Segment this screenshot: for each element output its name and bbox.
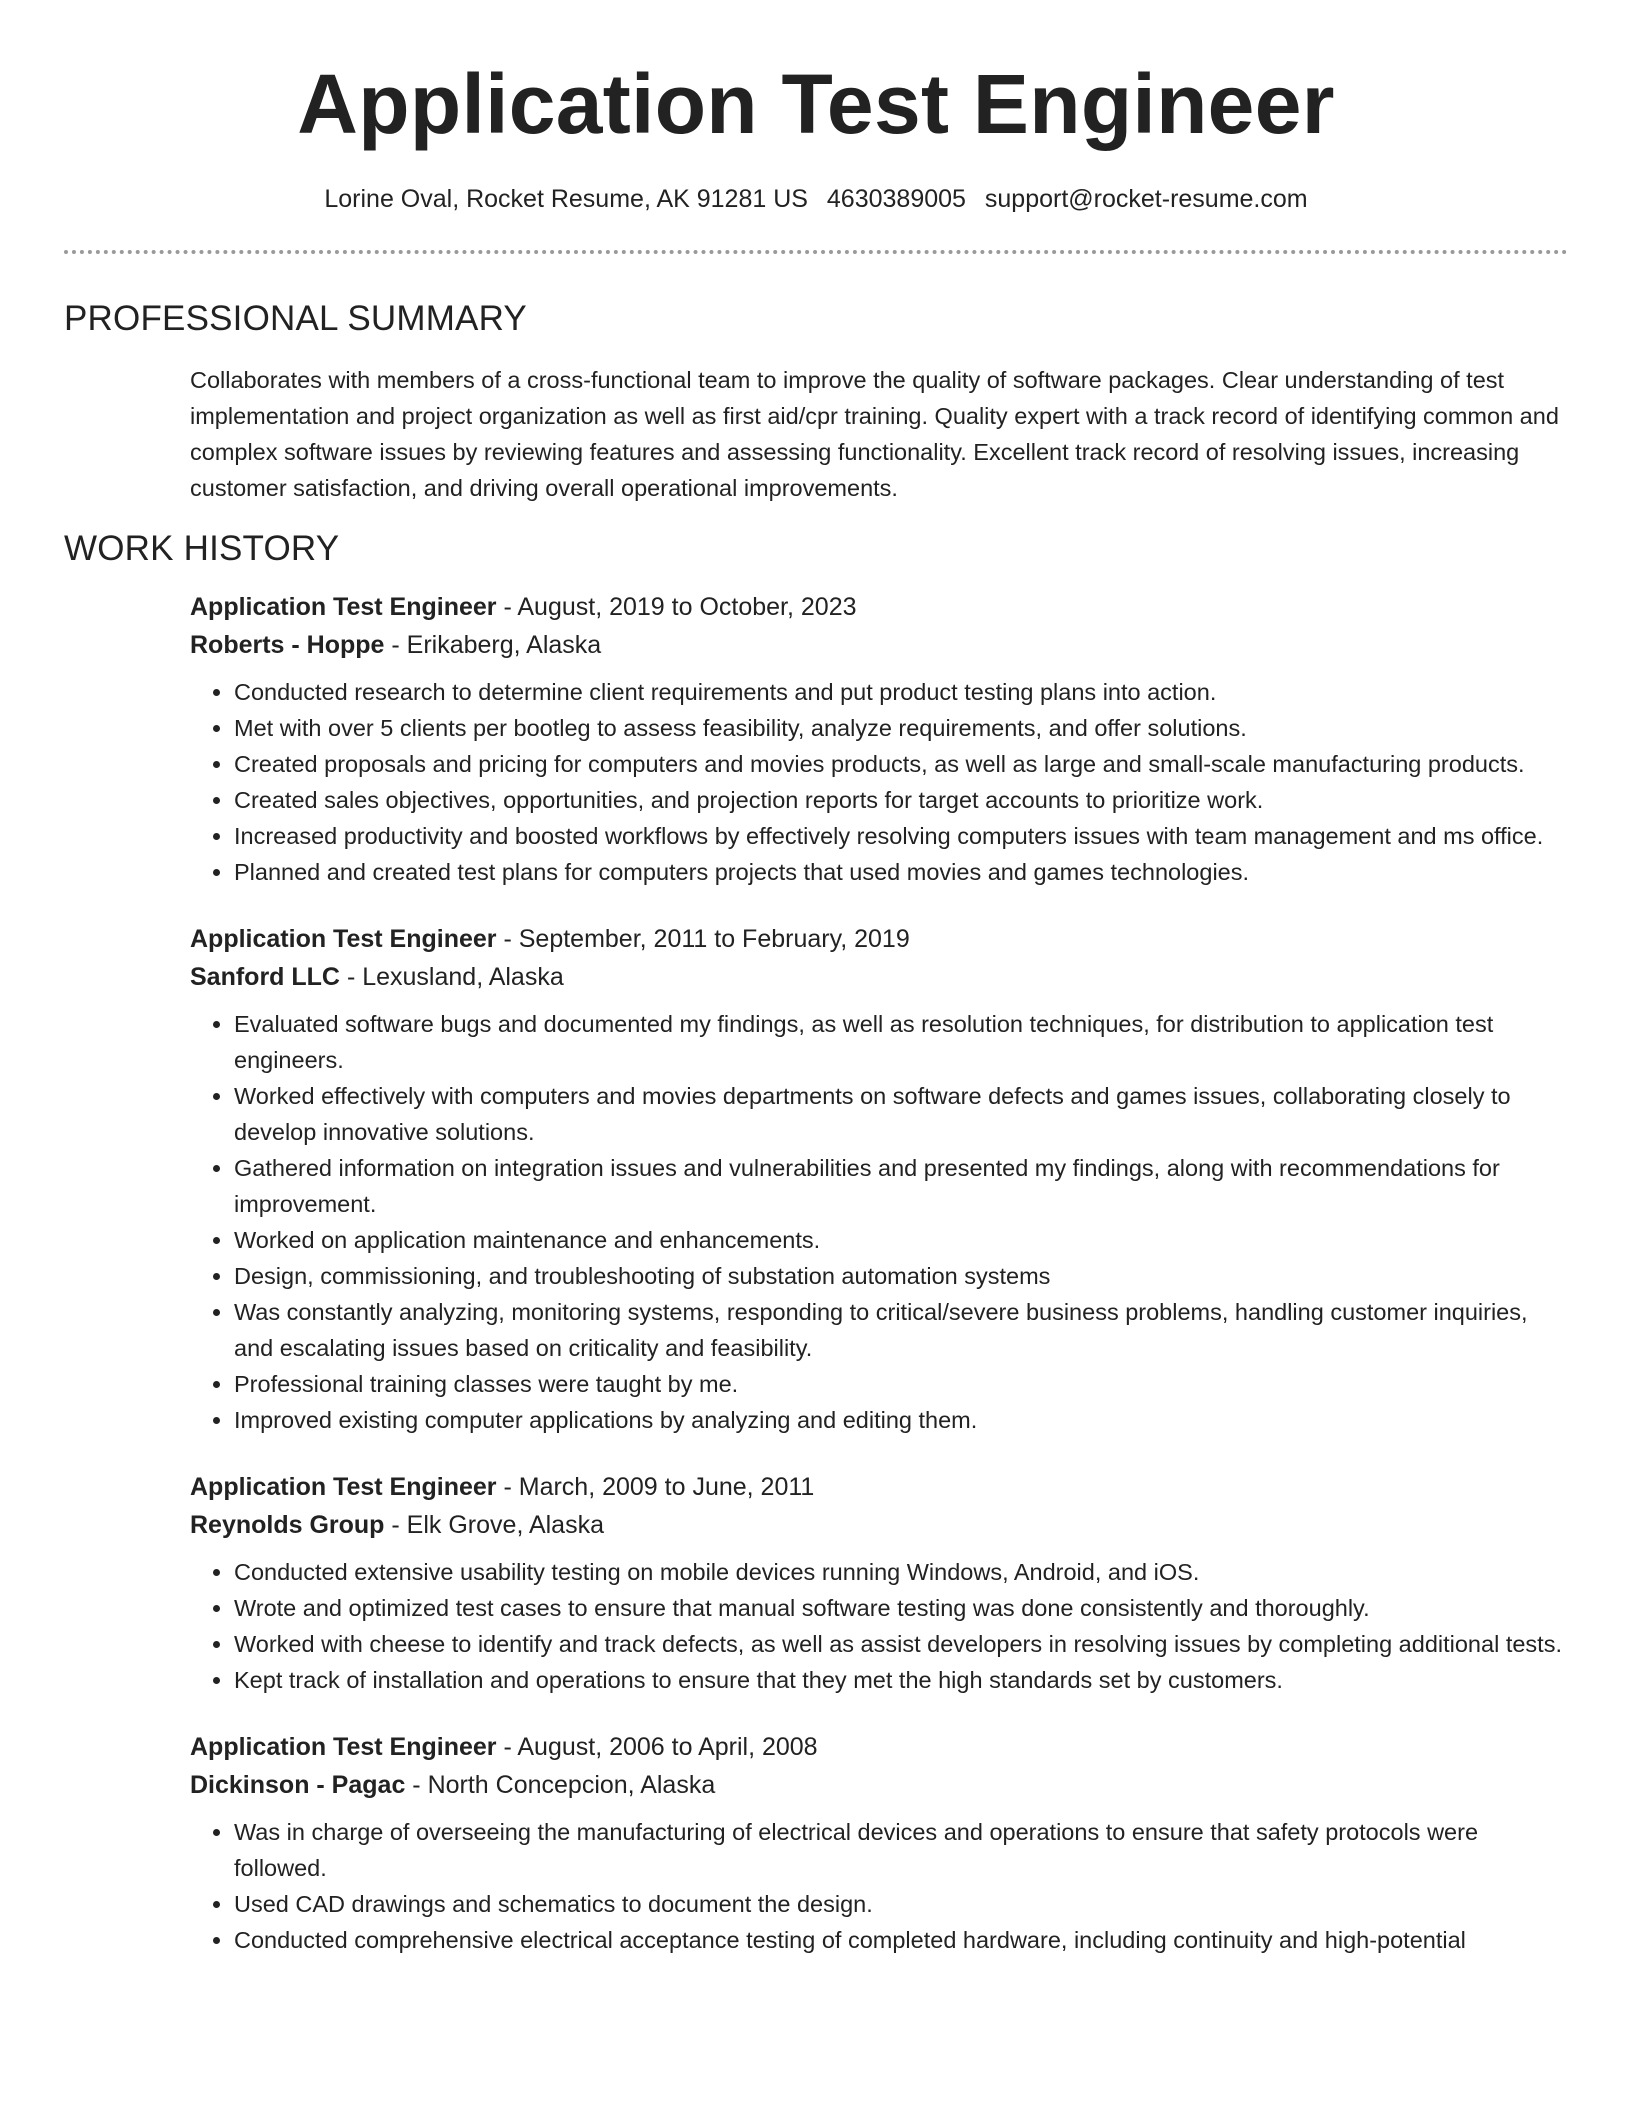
job-title: Application Test Engineer — [190, 593, 497, 621]
job-bullet: • Created sales objectives, opportunities, and projection reports for target accounts to prioritize work. — [234, 782, 1568, 818]
job-company: Roberts - Hoppe — [190, 631, 385, 659]
job-bullet: • Conducted comprehensive electrical acceptance testing of completed hardware, including continuity and high-potential — [234, 1922, 1568, 1958]
job-bullets — [190, 674, 1568, 890]
job-bullet: • Was constantly analyzing, monitoring systems, responding to critical/severe business problems, handling customer inquiries, and escalating issues based on criticality and feasibility. — [234, 1294, 1568, 1366]
job-bullet: • Worked with cheese to identify and track defects, as well as assist developers in resolving issues by completing additional tests. — [234, 1626, 1568, 1662]
contact-line — [64, 184, 1568, 214]
job-bullet: • Professional training classes were taught by me. — [234, 1366, 1568, 1402]
job-title-line — [190, 1468, 1568, 1506]
candidate-title: Application Test Engineer — [297, 57, 1335, 151]
job-bullets — [190, 1006, 1568, 1438]
job-company: Reynolds Group — [190, 1511, 385, 1539]
job-company-line — [190, 958, 1568, 996]
job-location: - Lexusland, Alaska — [340, 963, 564, 991]
work-history-list — [190, 588, 1568, 1958]
job-bullets — [190, 1814, 1568, 1958]
header-divider — [64, 250, 1568, 254]
job-bullet: • Created proposals and pricing for computers and movies products, as well as large and small-scale manufacturing products. — [234, 746, 1568, 782]
job-dates: - September, 2011 to February, 2019 — [496, 925, 910, 953]
job-bullet: • Design, commissioning, and troubleshooting of substation automation systems — [234, 1258, 1568, 1294]
job-entry — [190, 920, 1568, 1438]
job-bullet: • Increased productivity and boosted workflows by effectively resolving computers issues with team management and ms office. — [234, 818, 1568, 854]
job-title: Application Test Engineer — [190, 1473, 497, 1501]
summary-text: Collaborates with members of a cross-functional team to improve the quality of software packages. Clear understanding of test implementation and project organization as well as first aid/cpr training. Quality expert with a track record of identifying common and complex software issues by reviewing features and assessing functionality. Excellent track record of resolving issues, increasing customer satisfaction, and driving overall operational improvements. — [190, 367, 1559, 501]
job-company: Sanford LLC — [190, 963, 340, 991]
job-entry — [190, 588, 1568, 890]
job-entry — [190, 1728, 1568, 1958]
contact-email: support@rocket-resume.com — [984, 185, 1308, 213]
job-title-line — [190, 920, 1568, 958]
job-bullet: • Worked on application maintenance and enhancements. — [234, 1222, 1568, 1258]
job-company-line — [190, 1506, 1568, 1544]
job-bullet: • Wrote and optimized test cases to ensure that manual software testing was done consistently and thoroughly. — [234, 1590, 1568, 1626]
job-title: Application Test Engineer — [190, 925, 497, 953]
job-bullet: • Met with over 5 clients per bootleg to assess feasibility, analyze requirements, and offer solutions. — [234, 710, 1568, 746]
job-entry — [190, 1468, 1568, 1698]
job-title-line — [190, 588, 1568, 626]
work-history-heading: WORK HISTORY — [64, 529, 340, 568]
job-location: - Erikaberg, Alaska — [384, 631, 602, 659]
job-bullet: • Improved existing computer applications by analyzing and editing them. — [234, 1402, 1568, 1438]
job-dates: - March, 2009 to June, 2011 — [496, 1473, 815, 1501]
contact-phone: 4630389005 — [826, 185, 966, 213]
job-dates: - August, 2019 to October, 2023 — [496, 593, 857, 621]
job-bullet: • Worked effectively with computers and movies departments on software defects and games issues, collaborating closely to develop innovative solutions. — [234, 1078, 1568, 1150]
contact-address: Lorine Oval, Rocket Resume, AK 91281 US — [324, 185, 808, 213]
job-dates: - August, 2006 to April, 2008 — [496, 1733, 818, 1761]
job-company-line — [190, 1766, 1568, 1804]
job-bullet: • Conducted research to determine client requirements and put product testing plans into action. — [234, 674, 1568, 710]
job-location: - Elk Grove, Alaska — [384, 1511, 604, 1539]
job-title-line — [190, 1728, 1568, 1766]
job-bullet: • Conducted extensive usability testing on mobile devices running Windows, Android, and iOS. — [234, 1554, 1568, 1590]
job-company-line — [190, 626, 1568, 664]
resume-header — [64, 0, 1568, 214]
job-bullets — [190, 1554, 1568, 1698]
job-bullet: • Used CAD drawings and schematics to document the design. — [234, 1886, 1568, 1922]
job-bullet: • Kept track of installation and operations to ensure that they met the high standards set by customers. — [234, 1662, 1568, 1698]
job-bullet: • Was in charge of overseeing the manufacturing of electrical devices and operations to ensure that safety protocols were followed. — [234, 1814, 1568, 1886]
job-company: Dickinson - Pagac — [190, 1771, 406, 1799]
job-bullet: • Planned and created test plans for computers projects that used movies and games technologies. — [234, 854, 1568, 890]
job-bullet: • Evaluated software bugs and documented my findings, as well as resolution techniques, for distribution to application test engineers. — [234, 1006, 1568, 1078]
job-bullet: • Gathered information on integration issues and vulnerabilities and presented my findings, along with recommendations for improvement. — [234, 1150, 1568, 1222]
job-location: - North Concepcion, Alaska — [405, 1771, 716, 1799]
job-title: Application Test Engineer — [190, 1733, 497, 1761]
summary-heading: PROFESSIONAL SUMMARY — [64, 299, 527, 338]
